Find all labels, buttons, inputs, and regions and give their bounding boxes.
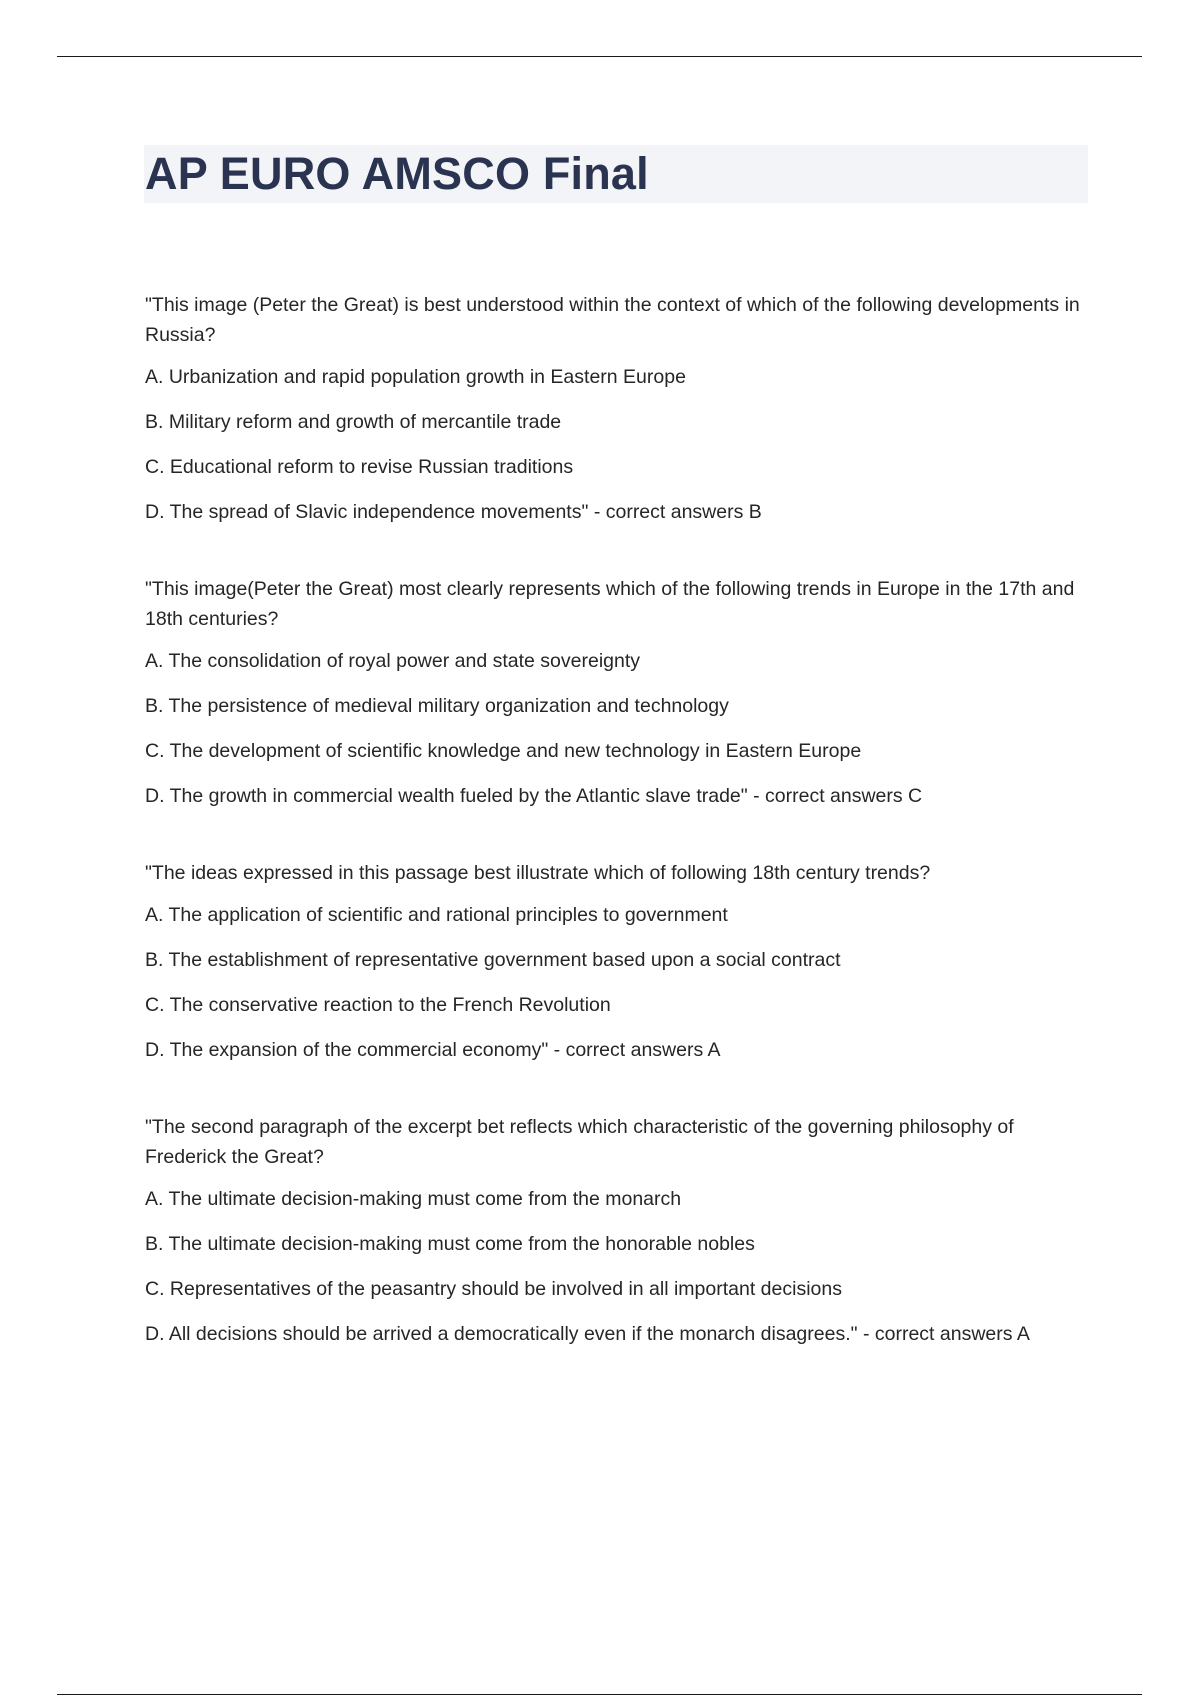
question-text: "The second paragraph of the excerpt bet reflects which characteristic of the governing philosophy of Frederick the Great? xyxy=(145,1116,1014,1168)
answer-option-c: C. Representatives of the peasantry should be involved in all important decisions xyxy=(145,1278,842,1300)
answer-option-b: B. The ultimate decision-making must come from the honorable nobles xyxy=(145,1233,755,1255)
answer-option-b: B. The persistence of medieval military organization and technology xyxy=(145,695,729,717)
answer-option-d: D. The growth in commercial wealth fueled by the Atlantic slave trade" - correct answers C xyxy=(145,785,923,807)
page-title: AP EURO AMSCO Final xyxy=(145,148,649,199)
answer-option-d: D. All decisions should be arrived a democratically even if the monarch disagrees." - correct answers A xyxy=(145,1323,1030,1345)
footer-rule xyxy=(57,1694,1142,1695)
answer-option-b: B. The establishment of representative government based upon a social contract xyxy=(145,949,841,971)
question-block xyxy=(145,1112,1085,1349)
answer-option-c: C. The development of scientific knowledge and new technology in Eastern Europe xyxy=(145,740,862,762)
answer-option-d: D. The spread of Slavic independence movements" - correct answers B xyxy=(145,501,762,523)
answer-option-a: A. The application of scientific and rational principles to government xyxy=(145,904,728,926)
question-block xyxy=(145,574,1085,811)
header-rule xyxy=(57,56,1142,57)
answer-option-b: B. Military reform and growth of mercantile trade xyxy=(145,411,562,433)
question-list xyxy=(145,290,1085,1396)
answer-option-a: A. The ultimate decision-making must come from the monarch xyxy=(145,1188,682,1210)
answer-option-a: A. Urbanization and rapid population growth in Eastern Europe xyxy=(145,366,686,388)
answer-option-c: C. Educational reform to revise Russian traditions xyxy=(145,456,574,478)
answer-option-a: A. The consolidation of royal power and state sovereignty xyxy=(145,650,641,672)
question-text: "The ideas expressed in this passage best illustrate which of following 18th century trends? xyxy=(145,862,931,884)
question-block xyxy=(145,858,1085,1065)
answer-option-c: C. The conservative reaction to the French Revolution xyxy=(145,994,611,1016)
question-block xyxy=(145,290,1085,527)
question-text: "This image (Peter the Great) is best understood within the context of which of the following developments in Russia? xyxy=(145,294,1080,346)
question-text: "This image(Peter the Great) most clearly represents which of the following trends in Europe in the 17th and 18th centuries? xyxy=(145,578,1075,630)
answer-option-d: D. The expansion of the commercial economy" - correct answers A xyxy=(145,1039,721,1061)
